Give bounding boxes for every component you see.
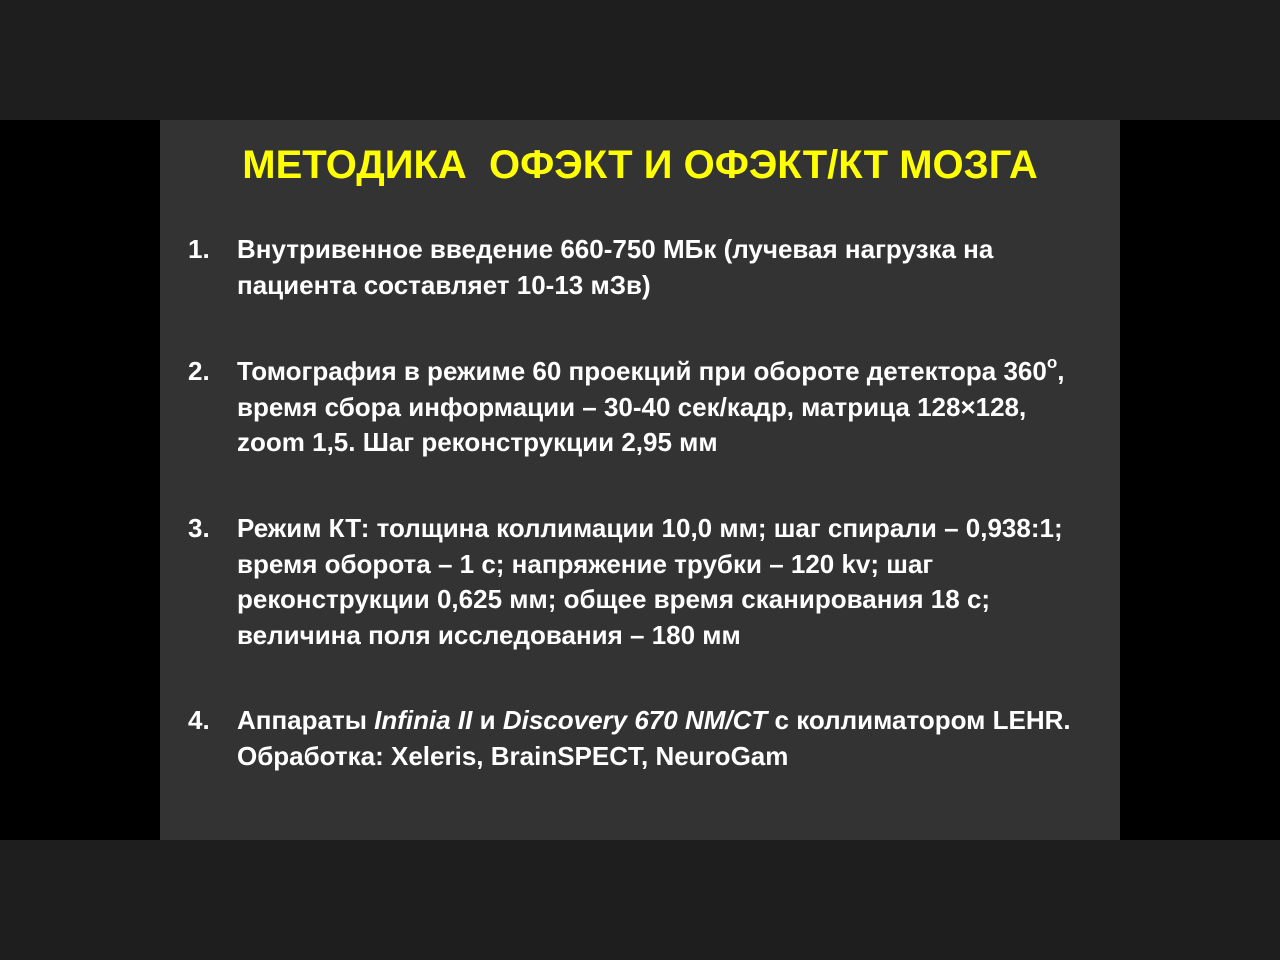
bottom-letterbox [0,840,1280,960]
list-item-text [237,703,1098,774]
list-item-number: 3. [188,513,210,543]
list-item-text [237,354,1098,461]
presentation-slide [160,120,1120,840]
list-item-text-part: Томография в режиме 60 проекций при обороте детектора 360 [237,356,1047,386]
device-name-infinia: Infinia II [374,705,473,735]
list-item-2 [188,354,1098,461]
left-pillarbox [0,120,160,840]
list-item-number: 4. [188,705,210,735]
top-letterbox [0,0,1280,120]
list-item-3 [188,511,1098,653]
list-item-number: 2. [188,356,210,386]
list-item-text: Внутривенное введение 660-750 МБк (лучевая нагрузка на пациента составляет 10-13 мЗв) [237,234,994,300]
list-item-1 [188,232,1098,303]
right-pillarbox [1120,120,1280,840]
list-item-text-part: Аппараты [237,705,375,735]
slide-title: МЕТОДИКА ОФЭКТ И ОФЭКТ/КТ МОЗГА [242,143,1038,187]
list-item-text-part: с коллиматором LEHR. Обработка: Xeleris, BrainSPECT, NeuroGam [237,705,1071,771]
list-item-text: Режим КТ: толщина коллимации 10,0 мм; шаг спирали – 0,938:1; время оборота – 1 с; напряжение трубки – 120 kv; шаг реконструкции 0,625 мм; общее время сканирования 18 с; величина поля исследования – 180 мм [237,513,1063,650]
degree-superscript: о [1046,353,1058,373]
list-item-number: 1. [188,234,210,264]
device-name-discovery: Discovery 670 NM/CT [502,705,768,735]
list-item-4 [188,703,1098,774]
list-item-text-part: , время сбора информации – 30-40 сек/кадр, матрица 128×128, zoom 1,5. Шаг реконструкции 2,95 мм [237,356,1065,457]
list-item-text-part: и [472,705,503,735]
